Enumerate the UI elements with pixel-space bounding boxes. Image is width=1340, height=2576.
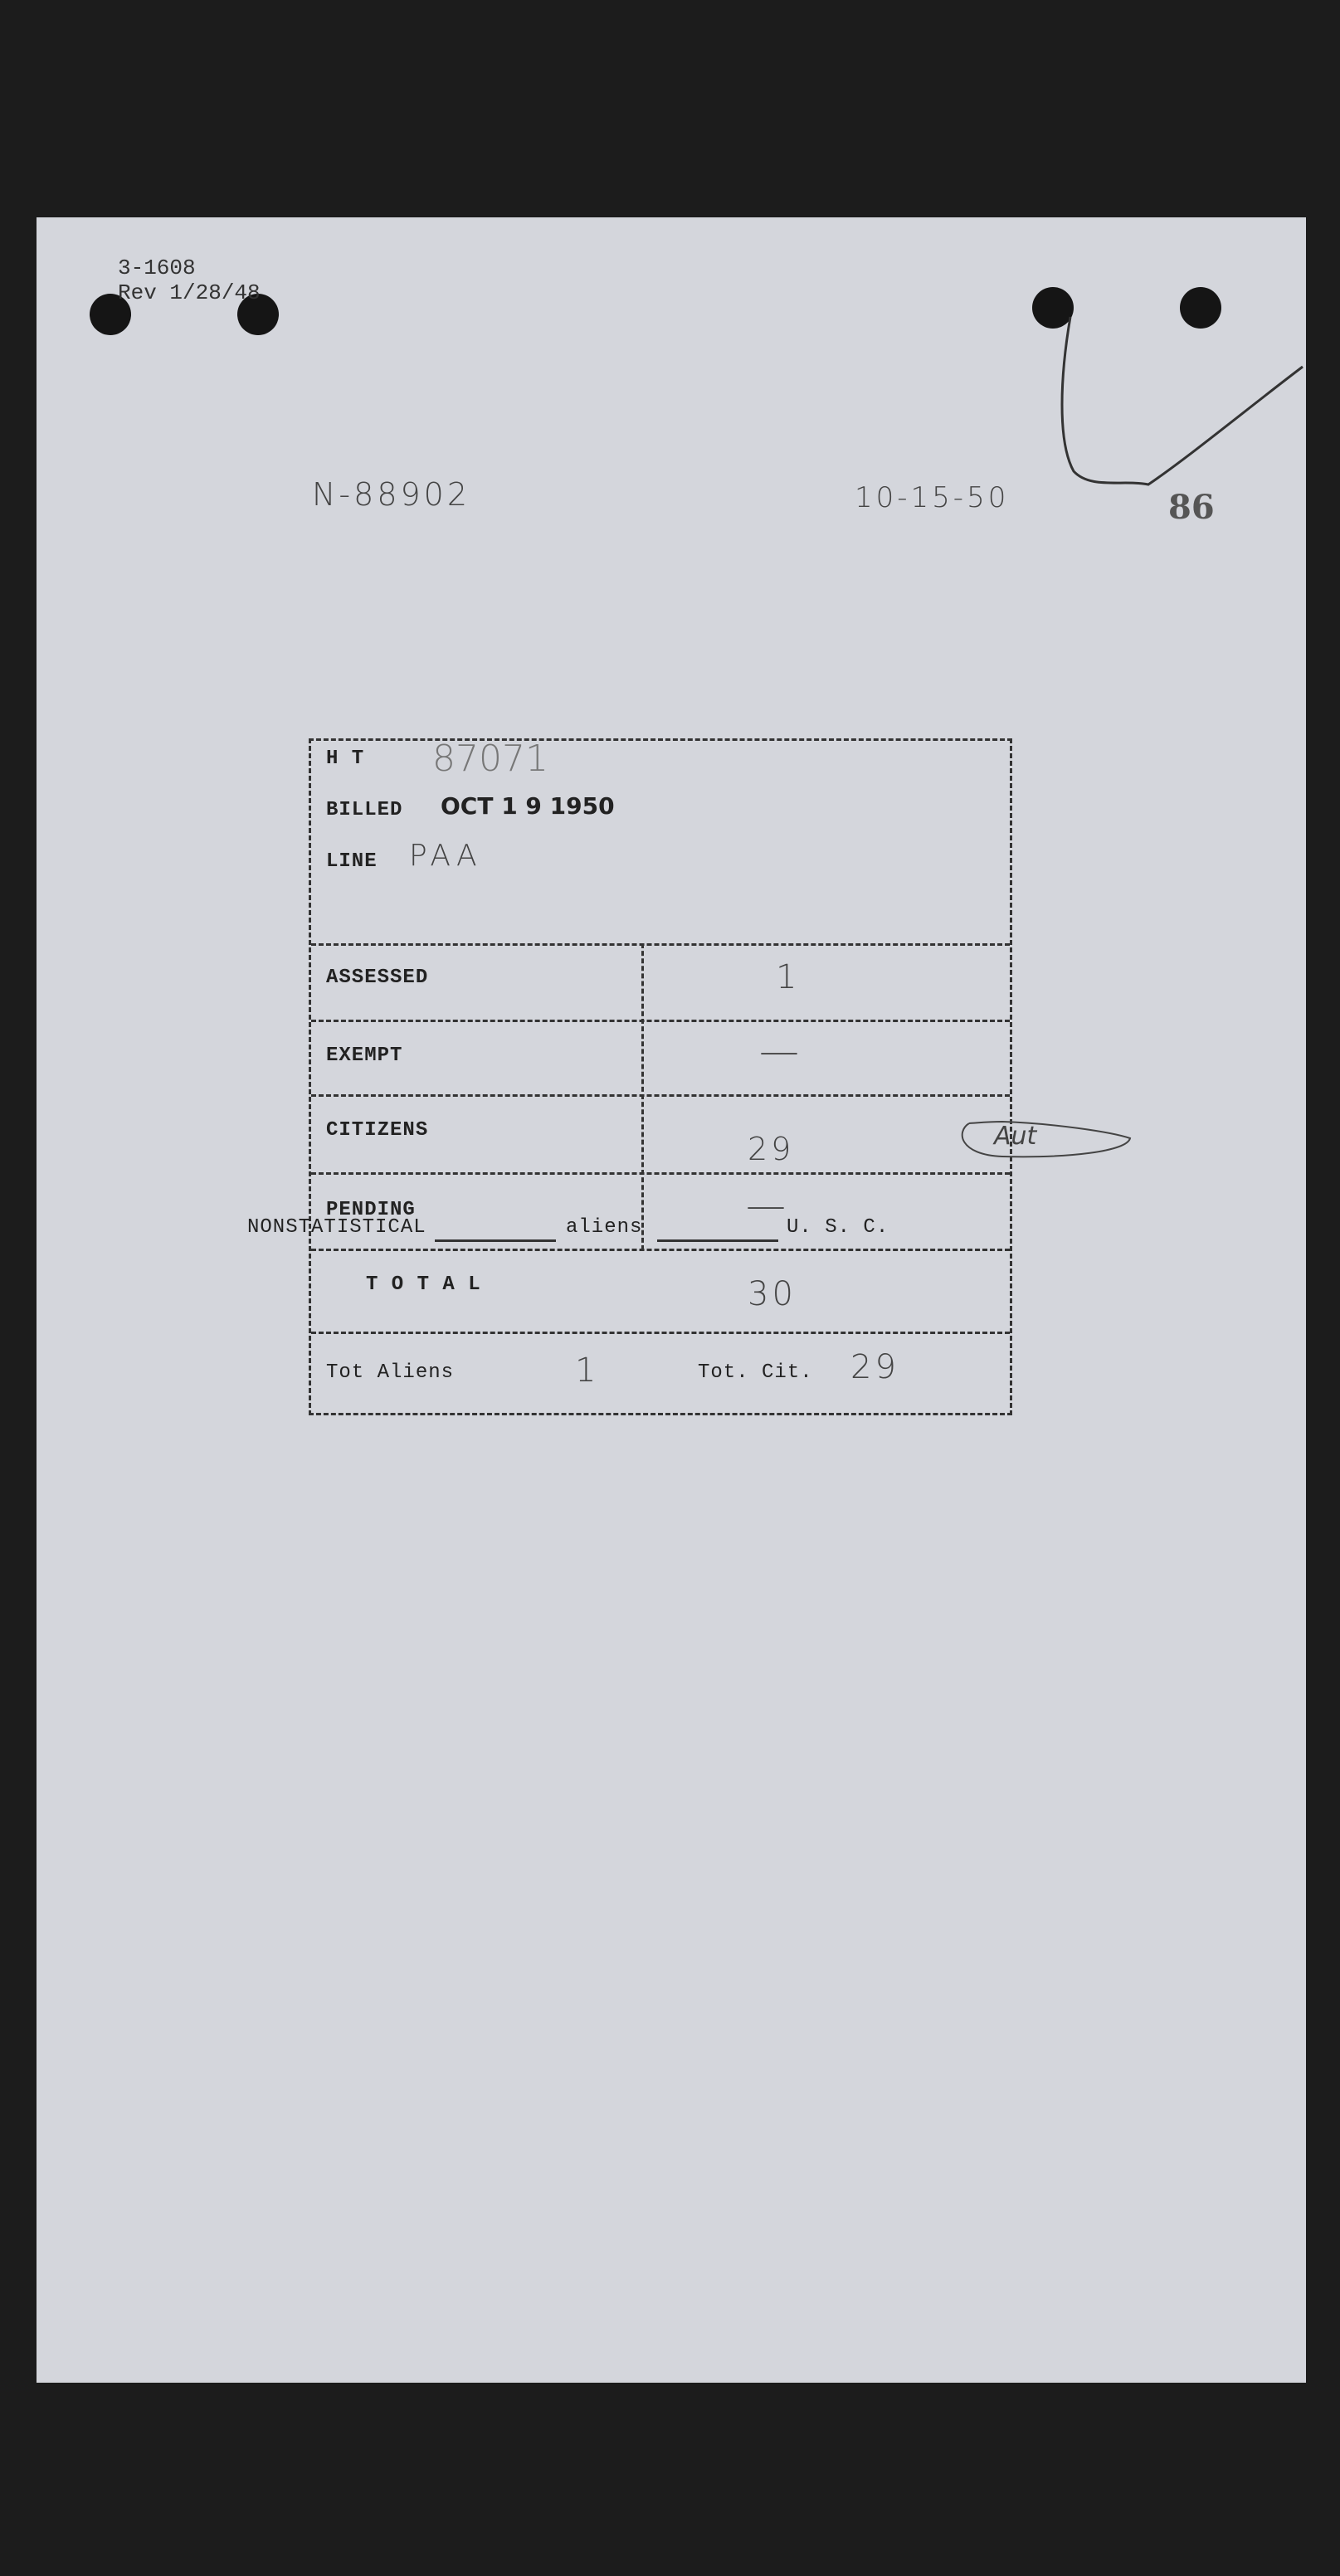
divider [311,943,1010,946]
row-value-assessed: 1 [776,958,797,996]
row-label-exempt: EXEMPT [326,1045,403,1067]
aliens-label: aliens [566,1216,643,1239]
row-value-pending: — [746,1182,786,1229]
initials [953,1113,1135,1163]
divider [311,1020,1010,1022]
ht-label: H T [326,747,365,770]
ht-value: 87071 [432,738,548,780]
row-value-citizens: 29 [748,1131,795,1167]
column-divider [641,943,644,1250]
sheet-number: 86 [1168,488,1215,527]
divider [311,1332,1010,1334]
divider [311,1249,1010,1251]
initials-loop [953,1113,1135,1163]
tot-aliens-value: 1 [575,1351,597,1390]
row-label-pending: PENDING [326,1199,416,1221]
billed-label: BILLED [326,799,403,821]
row-value-exempt: — [759,1028,799,1074]
manifest-date: 10-15-50 [855,481,1010,514]
tally-card [309,738,1012,1415]
billed-stamp: OCT 1 9 1950 [441,792,615,820]
document-page [37,217,1306,2383]
tot-cit-value: 29 [850,1348,899,1386]
pen-stroke [1057,309,1306,516]
form-code: 3-1608 [118,256,196,280]
row-label-citizens: CITIZENS [326,1119,429,1142]
tot-cit-label: Tot. Cit. [698,1361,813,1384]
row-label-assessed: ASSESSED [326,967,429,989]
total-value: 30 [748,1275,797,1313]
manifest-number: N-88902 [312,476,471,513]
initials-text: Aut [994,1122,1037,1151]
nonstatistical-blank [435,1239,556,1242]
line-label: LINE [326,850,378,873]
tot-aliens-label: Tot Aliens [326,1361,455,1384]
form-revision: Rev 1/28/48 [118,280,261,305]
nonstatistical-label: NONSTATISTICAL [247,1216,426,1239]
line-value: PAA [409,839,482,873]
usc-label: U. S. C. [787,1216,889,1239]
aliens-blank [657,1239,778,1242]
total-label: T O T A L [366,1273,481,1296]
divider [311,1094,1010,1097]
divider [311,1172,1010,1175]
